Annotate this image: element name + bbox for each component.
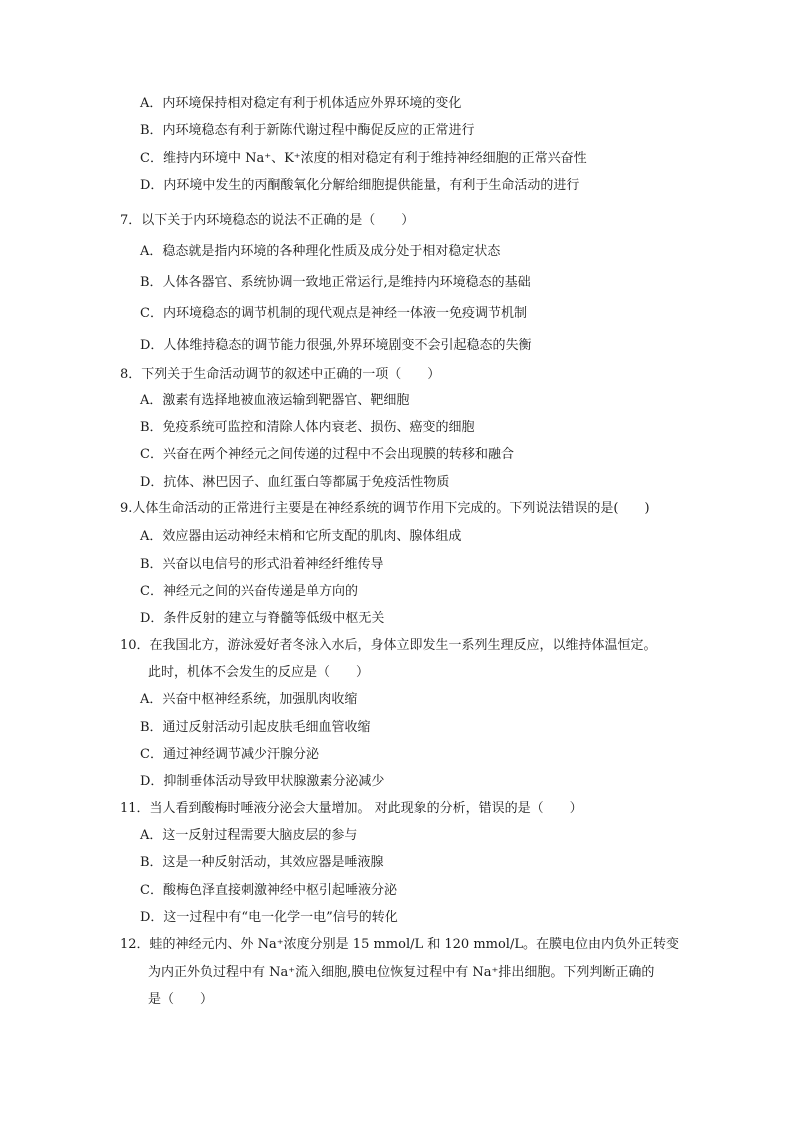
question-7-option-c: C．内环境稳态的调节机制的现代观点是神经一体液一免疫调节机制 — [140, 306, 527, 321]
question-10-stem-line-1: 10．在我国北方，游泳爱好者冬泳入水后，身体立即发生一系列生理反应，以维持体温恒定。 — [120, 638, 657, 653]
prev-option-d: D．内环境中发生的丙酮酸氧化分解给细胞提供能量，有利于生命活动的进行 — [140, 178, 580, 193]
question-7-option-b: B．人体各器官、系统协调一致地正常运行,是维持内环境稳态的基础 — [140, 275, 531, 290]
question-7-option-d: D．人体维持稳态的调节能力很强,外界环境剧变不会引起稳态的失衡 — [140, 338, 532, 353]
question-7-option-a: A．稳态就是指内环境的各种理化性质及成分处于相对稳定状态 — [140, 244, 501, 259]
prev-option-a: A．内环境保持相对稳定有利于机体适应外界环境的变化 — [140, 96, 462, 111]
question-12-stem-line-3: 是（ ） — [148, 992, 214, 1007]
prev-option-c: C．维持内环境中 Na⁺、K⁺浓度的相对稳定有利于维持神经细胞的正常兴奋性 — [140, 151, 587, 166]
question-12-stem-line-1: 12．蛙的神经元内、外 Na⁺浓度分别是 15 mmol/L 和 120 mmol/L。在膜电位由内负外正转变 — [120, 937, 679, 952]
question-9-option-b: B．兴奋以电信号的形式沿着神经纤维传导 — [140, 557, 384, 572]
question-8-option-c: C．兴奋在两个神经元之间传递的过程中不会出现膜的转移和融合 — [140, 447, 514, 462]
question-7-stem: 7．以下关于内环境稳态的说法不正确的是（ ） — [120, 213, 415, 228]
question-11-option-a: A．这一反射过程需要大脑皮层的参与 — [140, 828, 358, 843]
question-8-option-d: D．抗体、淋巴因子、血红蛋白等都属于免疫活性物质 — [140, 475, 450, 490]
question-10-option-b: B．通过反射活动引起皮肤毛细血管收缩 — [140, 720, 371, 735]
question-11-option-b: B．这是一种反射活动，其效应器是唾液腺 — [140, 855, 384, 870]
question-10-stem-line-2: 此时，机体不会发生的反应是（ ） — [148, 665, 370, 680]
question-12-stem-line-2: 为内正外负过程中有 Na⁺流入细胞,膜电位恢复过程中有 Na⁺排出细胞。下列判断正确的 — [148, 965, 655, 980]
question-9-option-c: C．神经元之间的兴奋传递是单方向的 — [140, 584, 358, 599]
prev-option-b: B．内环境稳态有利于新陈代谢过程中酶促反应的正常进行 — [140, 123, 475, 138]
question-10-option-d: D．抑制垂体活动导致甲状腺激素分泌减少 — [140, 774, 385, 789]
question-11-stem: 11．当人看到酸梅时唾液分泌会大量增加。 对此现象的分析，错误的是（ ） — [120, 801, 583, 816]
question-8-option-a: A．激素有选择地被血液运输到靶器官、靶细胞 — [140, 393, 410, 408]
question-9-option-a: A．效应器由运动神经末梢和它所支配的肌肉、腺体组成 — [140, 529, 462, 544]
question-10-option-a: A．兴奋中枢神经系统，加强肌肉收缩 — [140, 692, 358, 707]
question-11-option-c: C．酸梅色泽直接刺激神经中枢引起唾液分泌 — [140, 883, 397, 898]
question-8-option-b: B．免疫系统可监控和清除人体内衰老、损伤、癌变的细胞 — [140, 420, 475, 435]
question-11-option-d: D．这一过程中有“电一化学一电”信号的转化 — [140, 910, 398, 925]
question-9-option-d: D．条件反射的建立与脊髓等低级中枢无关 — [140, 611, 385, 626]
question-10-option-c: C．通过神经调节减少汗腺分泌 — [140, 747, 319, 762]
question-9-stem: 9.人体生命活动的正常进行主要是在神经系统的调节作用下完成的。下列说法错误的是( ) — [120, 501, 650, 516]
question-8-stem: 8．下列关于生命活动调节的叙述中正确的一项（ ） — [120, 367, 441, 382]
